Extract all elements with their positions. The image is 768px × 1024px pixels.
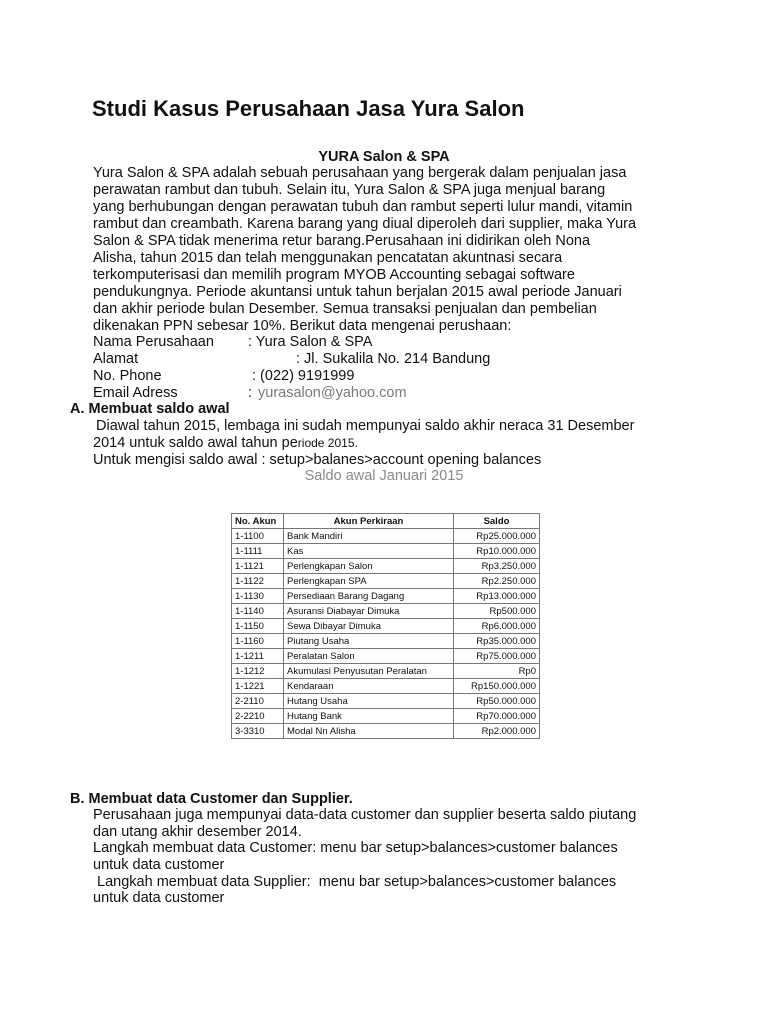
account-balance: Rp500.000 [454, 604, 540, 619]
phone-label: No. Phone [93, 368, 162, 384]
account-number: 2-2110 [232, 694, 284, 709]
intro-line: perawatan rambut dan tubuh. Selain itu, Yura Salon & SPA juga menjual barang [93, 182, 606, 198]
account-name: Sewa Dibayar Dimuka [284, 619, 454, 634]
section-a-line: Diawal tahun 2015, lembaga ini sudah mempunyai saldo akhir neraca 31 Desember [96, 418, 635, 434]
company-name-label: Nama Perusahaan [93, 334, 214, 350]
address-value: : Jl. Sukalila No. 214 Bandung [296, 351, 491, 367]
intro-paragraph [93, 165, 693, 335]
table-row [232, 679, 540, 694]
intro-line: rambut dan creambath. Karena barang yang diual diperoleh dari supplier, maka Yura [93, 216, 637, 232]
phone-value: : (022) 9191999 [252, 368, 355, 384]
table-row [232, 574, 540, 589]
account-name: Persediaan Barang Dagang [284, 589, 454, 604]
section-b-line: Langkah membuat data Customer: menu bar setup>balances>customer balances [93, 840, 618, 856]
table-row [232, 694, 540, 709]
account-number: 1-1111 [232, 544, 284, 559]
col-header-no-akun: No. Akun [232, 514, 284, 529]
account-name: Hutang Bank [284, 709, 454, 724]
account-balance: Rp150.000.000 [454, 679, 540, 694]
email-value: yurasalon@yahoo.com [258, 385, 407, 401]
account-balance: Rp2.000.000 [454, 724, 540, 739]
table-row [232, 544, 540, 559]
email-colon: : [248, 385, 253, 401]
section-a-line-main: 2014 untuk saldo awal tahun pe [93, 435, 298, 451]
section-a-line [93, 435, 358, 451]
account-number: 1-1221 [232, 679, 284, 694]
account-balance: Rp75.000.000 [454, 649, 540, 664]
account-balance: Rp35.000.000 [454, 634, 540, 649]
intro-line: Alisha, tahun 2015 dan telah menggunakan pencatatan akuntnasi secara [93, 250, 563, 266]
account-number: 1-1160 [232, 634, 284, 649]
section-a-heading: A. Membuat saldo awal [70, 401, 230, 417]
table-row [232, 619, 540, 634]
account-balance: Rp13.000.000 [454, 589, 540, 604]
account-name: Perlengkapan Salon [284, 559, 454, 574]
account-number: 1-1130 [232, 589, 284, 604]
section-b-line: Langkah membuat data Supplier: menu bar setup>balances>customer balances [93, 874, 617, 890]
company-subtitle: YURA Salon & SPA [318, 149, 450, 165]
account-name: Piutang Usaha [284, 634, 454, 649]
account-number: 1-1212 [232, 664, 284, 679]
account-number: 1-1121 [232, 559, 284, 574]
account-balance: Rp25.000.000 [454, 529, 540, 544]
section-a-line-small: riode 2015. [297, 436, 358, 450]
account-number: 1-1150 [232, 619, 284, 634]
intro-line: yang berhubungan dengan perawatan tubuh dan rambut seperti lulur mandi, vitamin [93, 199, 633, 215]
address-label: Alamat [93, 351, 139, 367]
section-b-heading: B. Membuat data Customer dan Supplier. [70, 791, 353, 807]
account-name: Akumulasi Penyusutan Peralatan [284, 664, 454, 679]
section-b-line: dan utang akhir desember 2014. [93, 824, 302, 840]
account-name: Perlengkapan SPA [284, 574, 454, 589]
document-title: Studi Kasus Perusahaan Jasa Yura Salon [92, 96, 525, 121]
account-balance: Rp6.000.000 [454, 619, 540, 634]
email-label: Email Adress [93, 385, 178, 401]
table-row [232, 634, 540, 649]
account-number: 3-3310 [232, 724, 284, 739]
intro-line: Salon & SPA tidak menerima retur barang.Perusahaan ini didirikan oleh Nona [93, 233, 591, 249]
intro-line: pendukungnya. Periode akuntansi untuk tahun berjalan 2015 awal periode Januari [93, 284, 622, 300]
company-name-value: : Yura Salon & SPA [248, 334, 373, 350]
table-row [232, 709, 540, 724]
table-row [232, 529, 540, 544]
account-balance: Rp2.250.000 [454, 574, 540, 589]
account-number: 1-1100 [232, 529, 284, 544]
account-number: 1-1122 [232, 574, 284, 589]
table-row [232, 604, 540, 619]
account-balance: Rp50.000.000 [454, 694, 540, 709]
account-balance: Rp0 [454, 664, 540, 679]
account-balance: Rp3.250.000 [454, 559, 540, 574]
section-b-line: untuk data customer [93, 857, 225, 873]
col-header-saldo: Saldo [454, 514, 540, 529]
account-number: 2-2210 [232, 709, 284, 724]
account-name: Hutang Usaha [284, 694, 454, 709]
account-name: Kendaraan [284, 679, 454, 694]
intro-line: Yura Salon & SPA adalah sebuah perusahaan yang bergerak dalam penjualan jasa [93, 165, 627, 181]
intro-line: dan akhir periode bulan Desember. Semua transaksi penjualan dan pembelian [93, 301, 597, 317]
account-name: Kas [284, 544, 454, 559]
intro-line: dikenakan PPN sebesar 10%. Berikut data mengenai perushaan: [93, 318, 512, 334]
table-row [232, 649, 540, 664]
table-row [232, 589, 540, 604]
table-header-row [232, 514, 540, 529]
account-balance: Rp70.000.000 [454, 709, 540, 724]
saldo-awal-table [231, 513, 540, 739]
table-caption: Saldo awal Januari 2015 [304, 468, 464, 484]
section-b-line: Perusahaan juga mempunyai data-data customer dan supplier beserta saldo piutang [93, 807, 637, 823]
account-name: Asuransi Diabayar Dimuka [284, 604, 454, 619]
account-name: Peralatan Salon [284, 649, 454, 664]
col-header-akun-perkiraan: Akun Perkiraan [284, 514, 454, 529]
account-number: 1-1140 [232, 604, 284, 619]
table-row [232, 664, 540, 679]
section-a-line: Untuk mengisi saldo awal : setup>balanes>account opening balances [93, 452, 542, 468]
section-b-line: untuk data customer [93, 890, 225, 906]
account-name: Modal Nn Alisha [284, 724, 454, 739]
account-number: 1-1211 [232, 649, 284, 664]
account-balance: Rp10.000.000 [454, 544, 540, 559]
table-row [232, 724, 540, 739]
account-name: Bank Mandiri [284, 529, 454, 544]
table-row [232, 559, 540, 574]
intro-line: terkomputerisasi dan memilih program MYOB Accounting sebagai software [93, 267, 575, 283]
